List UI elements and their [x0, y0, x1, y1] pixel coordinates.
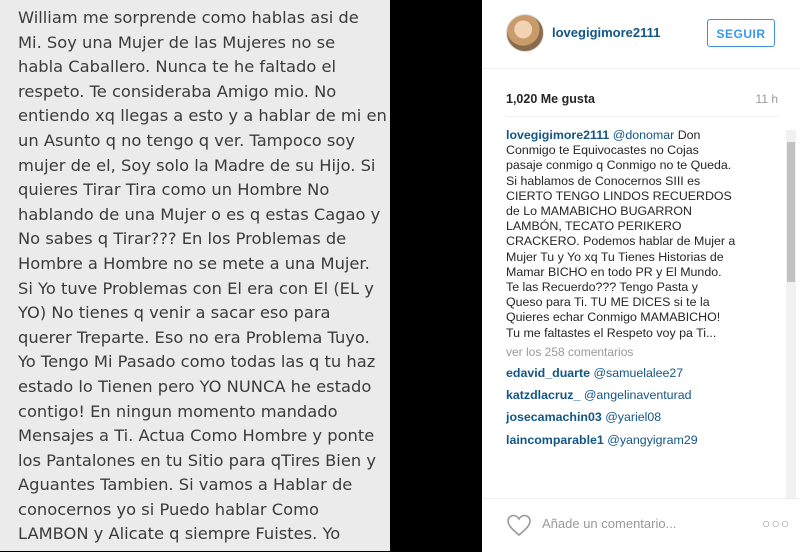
photo-text-line: respeto. Te consideraba Amigo mio. No [18, 81, 337, 101]
photo-text-line: los Pantalones en tu Sitio para qTires Bien y [18, 450, 376, 470]
photo-text-line: Mi. Soy una Mujer de las Mujeres no se [18, 32, 336, 52]
photo-text-line: hablando de una Mujer o es q estas Cagao y [18, 204, 381, 224]
comment-item [506, 388, 781, 403]
comment-item [506, 366, 781, 381]
more-options-icon[interactable]: ○○○ [762, 515, 791, 531]
photo-text-line: YO) No tienes q venir a sacar eso para [18, 303, 331, 323]
comment-list [506, 366, 781, 448]
view-more-comments-link[interactable]: ver los 258 comentarios [506, 344, 634, 359]
caption-line: pasaje conmigo q Conmigo no te Queda. [506, 158, 732, 173]
caption-line: CRACKERO. Podemos hablar de Mujer a [506, 234, 736, 249]
caption-first-line-text: Don [674, 128, 701, 142]
comment-author[interactable]: edavid_duarte [506, 366, 591, 381]
comment-mention[interactable]: @yangyigram29 [607, 432, 698, 447]
post-side-panel [482, 0, 800, 551]
post-photo[interactable] [0, 0, 390, 551]
photo-text-line: estado lo Tienen pero YO NUNCA he estado [18, 376, 372, 396]
caption-line: LAMBÓN, TECATO PERIKERO [506, 219, 682, 234]
caption-line: CIERTO TENGO LINDOS RECUERDOS [506, 188, 732, 203]
comment-mention[interactable]: @angelinaventurad [583, 388, 692, 403]
lightbox-gap [390, 0, 482, 551]
caption-line: Mujer Tu y Yo xq Tu Tienes Historias de [506, 249, 724, 264]
caption-line: Tu me faltastes el Respeto voy pa Ti... [506, 325, 717, 340]
caption-text [506, 143, 781, 341]
caption-line: Si hablamos de Conocernos SIII es [506, 173, 701, 188]
photo-text-line: LAMBON y Alicate q siempre Fuistes. Yo [18, 524, 341, 544]
avatar[interactable] [506, 14, 544, 52]
photo-text-line: William me sorprende como hablas asi de [18, 8, 359, 27]
photo-text-line: Hombre a Hombre no se mete a una Mujer. [18, 253, 370, 273]
photo-text-line: No sabes q Tirar??? En los Problemas de [18, 229, 347, 249]
comments-section [506, 128, 781, 455]
post-header [482, 0, 800, 69]
divider [506, 116, 778, 117]
comment-item [506, 433, 781, 448]
caption-line: Queso para Ti. TU ME DICES si te la [506, 295, 710, 310]
caption-author[interactable]: lovegigimore2111 [506, 128, 610, 142]
caption-line: Quieres echar Conmigo MAMABICHO! [506, 310, 721, 325]
heart-icon[interactable] [506, 513, 532, 537]
photo-text-line: mujer de el, Soy solo la Madre de su Hijo. Si [18, 155, 376, 175]
caption-first-line [506, 128, 781, 143]
photo-text-line: entiendo xq llegas a esto y a hablar de mi en [18, 106, 387, 126]
photo-text-line: contigo! En ningun momento mandado [18, 401, 338, 421]
caption-mention[interactable]: @donomar [612, 128, 675, 142]
photo-text-line: querer Treparte. Eso no era Problema Tuyo. [18, 327, 370, 347]
comments-scrollbar[interactable] [786, 130, 796, 498]
caption-line: Mamar BICHO en todo PR y El Mundo. [506, 264, 722, 279]
comment-input[interactable]: Añade un comentario... [542, 516, 677, 531]
photo-text-block [18, 6, 387, 547]
caption-line: de Lo MAMABICHO BUGARRON [506, 204, 692, 219]
photo-text-line: quieres Tirar Tira como un Hombre No [18, 180, 330, 200]
photo-text-line: conocernos yo si Puedo hablar Como [18, 499, 319, 519]
photo-text-line: Mensajes a Ti. Actua Como Hombre y ponte [18, 426, 375, 446]
comment-bar [482, 498, 800, 552]
scrollbar-thumb[interactable] [787, 142, 795, 282]
photo-text-line: habla Caballero. Nunca te he faltado el [18, 57, 337, 77]
comment-author[interactable]: josecamachin03 [506, 410, 602, 425]
likes-count[interactable]: 1,020 Me gusta [506, 92, 595, 106]
comment-author[interactable]: katzdlacruz_ [506, 388, 581, 403]
comment-author[interactable]: laincomparable1 [506, 432, 604, 447]
photo-text-line: un Asunto q no tengo q ver. Tampoco soy [18, 130, 356, 150]
comment-item [506, 410, 781, 425]
photo-text-line: Yo Tengo Mi Pasado como todas las q tu haz [18, 352, 376, 372]
comment-mention[interactable]: @samuelalee27 [593, 366, 684, 381]
comment-mention[interactable]: @yariel08 [605, 410, 662, 425]
post-time[interactable]: 11 h [755, 92, 778, 106]
follow-button[interactable]: SEGUIR [707, 19, 775, 47]
photo-text-line: Aguantes Tambien. Si vamos a Hablar de [18, 475, 353, 495]
caption-line: Te las Recuerdo??? Tengo Pasta y [506, 280, 698, 295]
username-link[interactable]: lovegigimore2111 [552, 25, 661, 40]
caption-line: Conmigo te Equivocastes no Cojas [506, 143, 699, 158]
photo-text-line: Si Yo tuve Problemas con El era con El (EL y [18, 278, 374, 298]
